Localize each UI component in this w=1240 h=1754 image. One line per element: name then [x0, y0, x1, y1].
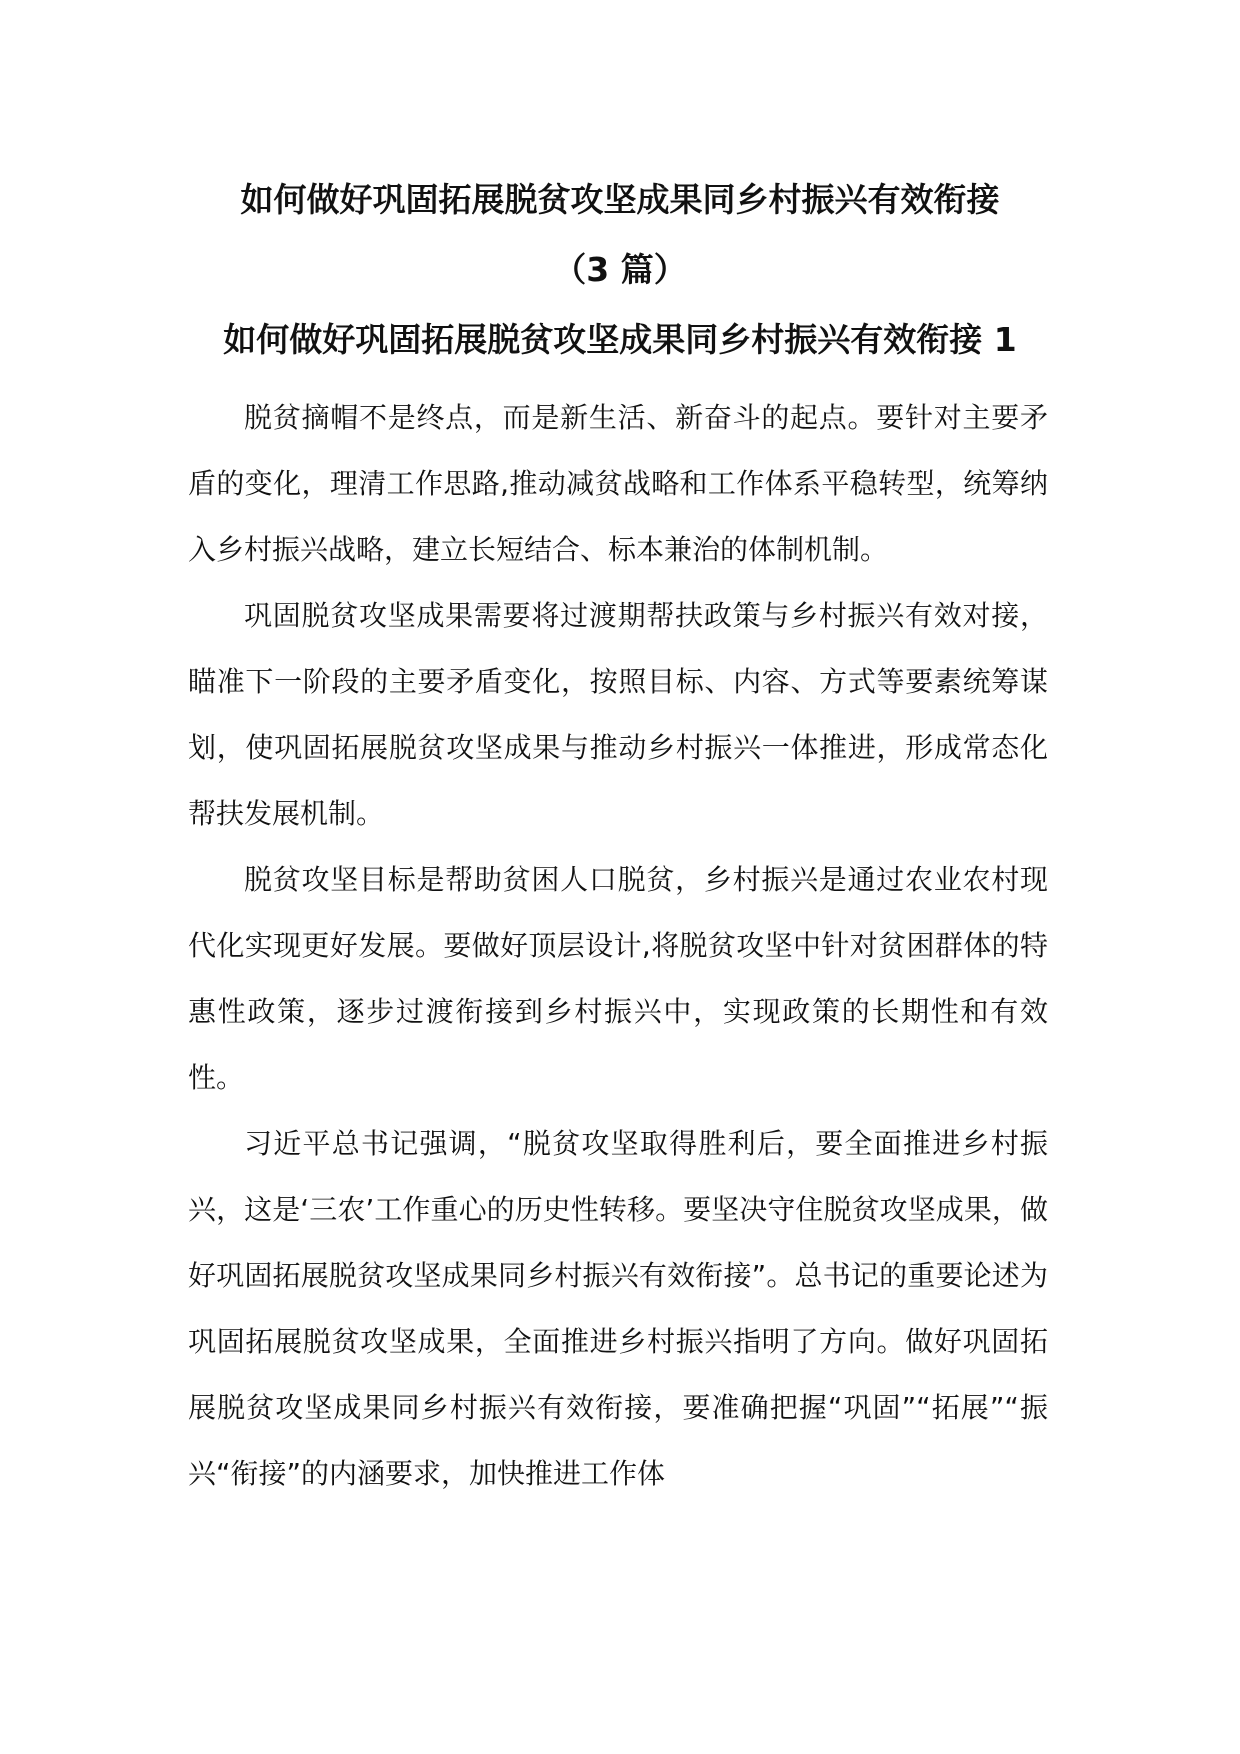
paragraph: 脱贫攻坚目标是帮助贫困人口脱贫，乡村振兴是通过农业农村现代化实现更好发展。要做好顶层设计,将脱贫攻坚中针对贫困群体的特惠性政策，逐步过渡衔接到乡村振兴中，实现政策的长期性和有效性。 — [188, 863, 1048, 1094]
document-title: 如何做好巩固拓展脱贫攻坚成果同乡村振兴有效衔接 — [240, 180, 1000, 219]
section-heading: 如何做好巩固拓展脱贫攻坚成果同乡村振兴有效衔接 1 — [223, 320, 1017, 359]
paragraph: 习近平总书记强调，“脱贫攻坚取得胜利后，要全面推进乡村振兴，这是‘三农’工作重心的历史性转移。要坚决守住脱贫攻坚成果，做好巩固拓展脱贫攻坚成果同乡村振兴有效衔接”。总书记的重要论述为巩固拓展脱贫攻坚成果，全面推进乡村振兴指明了方向。做好巩固拓展脱贫攻坚成果同乡村振兴有效衔接，要准确把握“巩固”“拓展”“振兴“衔接”的内涵要求，加快推进工作体 — [188, 1127, 1048, 1490]
document-body — [188, 385, 1048, 1507]
paragraph: 脱贫摘帽不是终点，而是新生活、新奋斗的起点。要针对主要矛盾的变化，理清工作思路,推动减贫战略和工作体系平稳转型，统筹纳入乡村振兴战略，建立长短结合、标本兼治的体制机制。 — [188, 401, 1048, 566]
paragraph: 巩固脱贫攻坚成果需要将过渡期帮扶政策与乡村振兴有效对接，瞄准下一阶段的主要矛盾变化，按照目标、内容、方式等要素统筹谋划，使巩固拓展脱贫攻坚成果与推动乡村振兴一体推进，形成常态化帮扶发展机制。 — [188, 599, 1048, 830]
document-title-count: （3 篇） — [553, 250, 687, 289]
